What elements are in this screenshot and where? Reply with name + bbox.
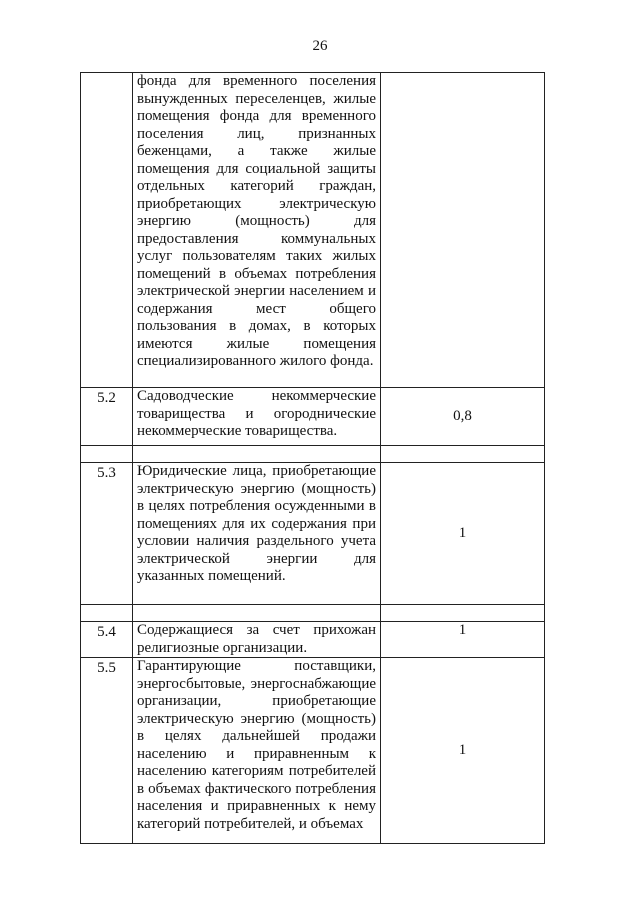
table-row	[81, 73, 545, 388]
row-value	[381, 73, 545, 388]
table-row	[81, 388, 545, 446]
row-description: фонда для временного поселения вынужденных переселенцев, жилые помещения фонда для временного поселения лиц, признанных беженцами, а также жилые помещения для социальной защиты отдельных категорий граждан, приобретающих электрическую энергию (мощность) для предоставления коммунальных услуг пользователям таких жилых помещений в объемах потребления электрической энергии населением и содержания мест общего пользования в домах, в которых имеются жилые помещения специализированного жилого фонда.	[133, 73, 381, 388]
row-value: 1	[381, 622, 545, 658]
table-row	[81, 463, 545, 605]
row-description: Юридические лица, приобретающие электрическую энергию (мощность) в целях потребления осужденными в помещениях для их содержания при условии наличия раздельного учета электрической энергии для указанных помещений.	[133, 463, 381, 605]
table-row	[81, 658, 545, 844]
tariff-table	[80, 72, 545, 844]
row-number: 5.2	[81, 388, 133, 446]
row-value-text: 1	[458, 741, 467, 758]
row-number	[81, 73, 133, 388]
table-spacer-row	[81, 446, 545, 463]
row-description: Гарантирующие поставщики, энергосбытовые, энергоснабжающие организации, приобретающие электрическую энергию (мощность) в целях дальнейшей продажи населению и приравненным к населению категориям потребителей в объемах фактического потребления населения и приравненных к нему категорий потребителей, и объемах	[133, 658, 381, 844]
row-value-text: 1	[458, 524, 467, 541]
row-value	[381, 388, 545, 446]
row-description: Садоводческие некоммерческие товарищества и огороднические некоммерческие товарищества.	[133, 388, 381, 446]
table-row	[81, 622, 545, 658]
row-number: 5.4	[81, 622, 133, 658]
row-value-text: 0,8	[453, 407, 472, 424]
row-number: 5.5	[81, 658, 133, 844]
row-description: Содержащиеся за счет прихожан религиозные организации.	[133, 622, 381, 658]
row-value	[381, 658, 545, 844]
row-number: 5.3	[81, 463, 133, 605]
row-value	[381, 463, 545, 605]
table-spacer-row	[81, 605, 545, 622]
page-number: 26	[312, 38, 328, 54]
